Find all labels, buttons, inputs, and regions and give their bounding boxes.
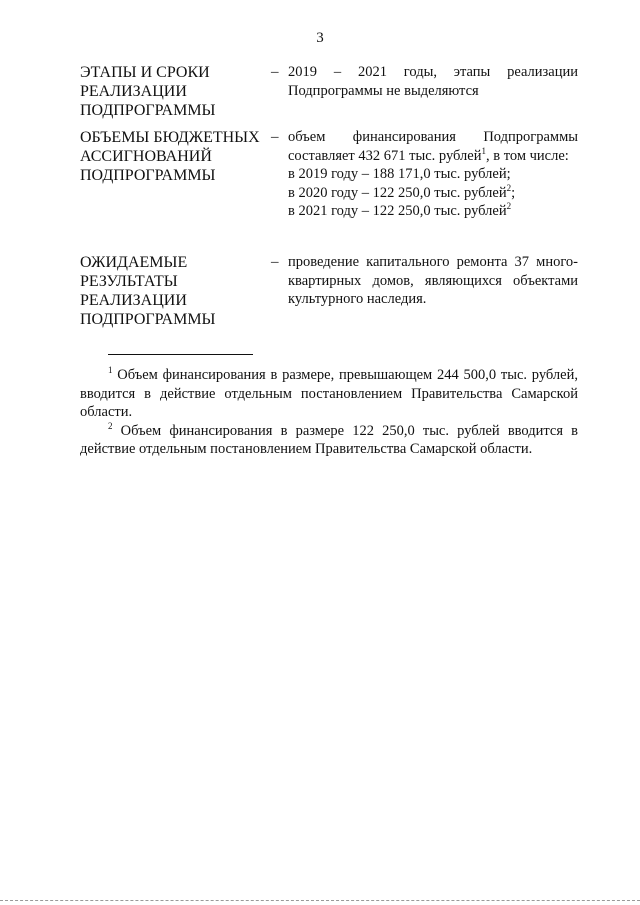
dash-separator: – <box>271 129 279 145</box>
label-line: РЕЗУЛЬТАТЫ <box>80 273 178 290</box>
page-bottom-edge <box>0 900 640 901</box>
label-line: ОЖИДАЕМЫЕ <box>80 254 188 271</box>
funding-intro <box>288 128 578 165</box>
funding-year <box>288 165 578 184</box>
section-label <box>80 63 260 120</box>
section-label <box>80 128 260 185</box>
funding-year-text: в 2019 году – 188 171,0 тыс. рублей; <box>288 166 511 182</box>
label-line: РЕАЛИЗАЦИИ <box>80 83 187 100</box>
footnote <box>80 366 578 422</box>
dash-separator: – <box>271 254 279 270</box>
label-line: ОБЪЕМЫ БЮДЖЕТНЫХ <box>80 129 260 146</box>
page-number: 3 <box>316 30 324 46</box>
footnote-ref: 1 <box>481 145 486 156</box>
label-line: АССИГНОВАНИЙ <box>80 148 212 165</box>
funding-intro-text: объем финансирования Подпрограммы составляет 432 671 тыс. рублей <box>288 129 578 164</box>
section-label <box>80 253 260 329</box>
content-text: проведение капитального ремонта 37 много-квартирных домов, являющихся объектами культурного наследия. <box>288 254 578 307</box>
label-line: ПОДПРОГРАММЫ <box>80 167 216 184</box>
dash-separator: – <box>271 64 279 80</box>
funding-year <box>288 184 578 203</box>
footnote-ref: 2 <box>506 201 512 212</box>
content-text: 2019 – 2021 годы, этапы реализации Подпрограммы не выделяются <box>288 64 578 99</box>
label-line: РЕАЛИЗАЦИИ <box>80 292 187 309</box>
section-content <box>288 128 578 221</box>
footnote-ref: 2 <box>506 182 512 193</box>
footnote-mark: 2 <box>108 420 113 431</box>
label-line: ПОДПРОГРАММЫ <box>80 311 216 328</box>
footnote-text: Объем финансирования в размере, превышающем 244 500,0 тыс. рублей, вводится в действие отдельным постановлением Правительства Самарской области. <box>80 367 578 420</box>
footnote-mark: 1 <box>108 365 113 376</box>
footnote-text: Объем финансирования в размере 122 250,0 тыс. рублей вводится в действие отдельным постановлением Правительства Самарской области. <box>80 422 578 457</box>
footnotes <box>80 366 578 459</box>
section-content <box>288 253 578 309</box>
funding-intro-tail: , в том числе: <box>485 147 569 164</box>
funding-year-tail: ; <box>511 184 516 201</box>
footnote <box>80 422 578 459</box>
funding-year-text: в 2020 году – 122 250,0 тыс. рублей <box>288 184 507 201</box>
funding-year-text: в 2021 году – 122 250,0 тыс. рублей <box>288 203 507 219</box>
footnote-divider <box>108 354 253 355</box>
section-content <box>288 63 578 100</box>
funding-year <box>288 202 578 221</box>
label-line: ПОДПРОГРАММЫ <box>80 102 216 119</box>
label-line: ЭТАПЫ И СРОКИ <box>80 64 210 81</box>
